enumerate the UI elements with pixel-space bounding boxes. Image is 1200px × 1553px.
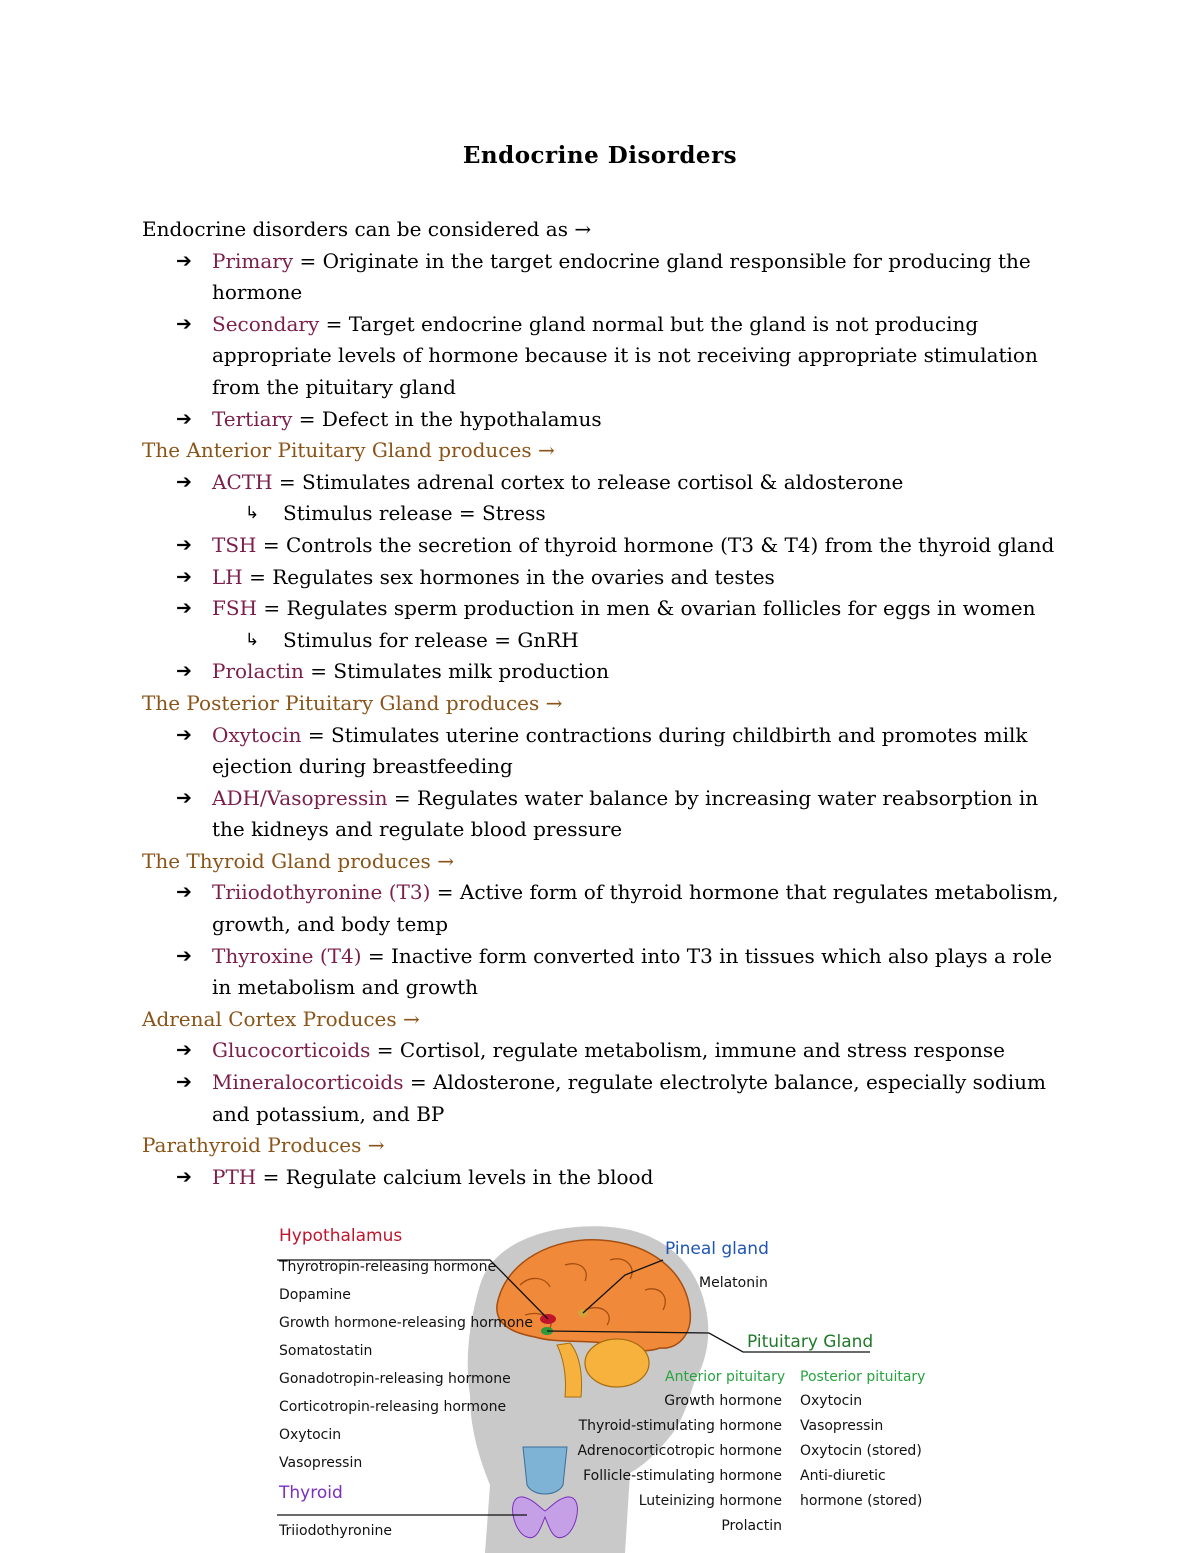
posterior-pituitary-title: Posterior pituitary [800,1369,926,1385]
bullet-arrow-icon: ➔ [176,1165,192,1188]
item-term: Tertiary [212,406,293,431]
list-item [142,404,1072,436]
sub-item [142,625,1072,657]
sub-arrow-icon: ↳ [245,629,260,650]
bullet-arrow-icon: ➔ [176,1071,192,1094]
right-arrow-icon: → [437,848,454,873]
bullet-arrow-icon: ➔ [176,312,192,335]
right-arrow-icon: → [367,1133,385,1158]
item-term: Secondary [212,311,320,336]
hypothalamus-title: Hypothalamus [279,1226,403,1246]
item-description: = Stimulates milk production [303,659,610,684]
anterior-pituitary-title: Anterior pituitary [665,1369,786,1385]
figure-label: Growth hormone-releasing hormone [279,1315,533,1331]
list-item [142,467,1072,499]
item-description: = Stimulates uterine contractions during childbirth and promotes milk ejection during breastfeeding [212,722,1028,779]
section-heading-parathyroid: Parathyroid Produces → [142,1133,385,1158]
parathyroid-hormones-list [142,1162,1072,1194]
page-title: Endocrine Disorders [462,142,738,169]
section-heading-anterior: The Anterior Pituitary Gland produces → [142,438,555,463]
intro-text: Endocrine disorders can be considered as [142,217,568,241]
figure-label: Vasopressin [800,1418,884,1434]
list-item [142,941,1072,1004]
posterior-hormones-list [142,720,1072,846]
list-item [142,783,1072,846]
list-item [142,309,1072,404]
bullet-arrow-icon: ➔ [176,881,192,904]
bullet-arrow-icon: ➔ [176,407,192,430]
figure-label: Gonadotropin-releasing hormone [279,1371,511,1387]
section-heading-thyroid: The Thyroid Gland produces → [142,848,454,873]
item-description: = Cortisol, regulate metabolism, immune and stress response [370,1038,1005,1063]
figure-label: hormone (stored) [800,1493,923,1509]
list-item [142,1162,1072,1194]
figure-label: Oxytocin [279,1427,342,1443]
item-term: Primary [212,248,294,273]
section-heading-adrenal: Adrenal Cortex Produces → [142,1006,420,1031]
disorder-types-list [142,246,1072,436]
bullet-arrow-icon: ➔ [176,786,192,809]
item-term: ADH/Vasopressin [212,785,388,810]
item-description: = Regulates sex hormones in the ovaries and testes [242,564,775,589]
bullet-arrow-icon: ➔ [176,1039,192,1062]
bullet-arrow-icon: ➔ [176,565,192,588]
item-term: Oxytocin [212,722,302,747]
intro-line [142,214,1072,246]
item-description: = Defect in the hypothalamus [292,406,602,431]
right-arrow-icon: → [537,438,555,463]
anterior-hormones-list [142,467,1072,688]
item-description: = Regulates sperm production in men & ovarian follicles for eggs in women [257,596,1036,621]
item-description: = Originate in the target endocrine gland responsible for producing the hormone [212,248,1031,305]
item-description: = Stimulates adrenal cortex to release cortisol & aldosterone [272,469,904,494]
right-arrow-icon: → [403,1006,420,1031]
item-term: PTH [212,1164,257,1189]
figure-label: Follicle-stimulating hormone [583,1468,782,1484]
figure-label: Adrenocorticotropic hormone [577,1443,782,1459]
item-term: ACTH [212,469,273,494]
bullet-arrow-icon: ➔ [176,723,192,746]
bullet-arrow-icon: ➔ [176,249,192,272]
item-term: Mineralocorticoids [212,1070,404,1095]
bullet-arrow-icon: ➔ [176,597,192,620]
item-term: Prolactin [212,659,304,684]
section-heading-posterior: The Posterior Pituitary Gland produces → [142,690,563,715]
figure-label: Dopamine [279,1287,351,1303]
document-body [142,214,1072,1193]
thyroid-item: Triiodothyronine [279,1523,392,1539]
list-item [142,593,1072,625]
figure-label: Growth hormone [664,1393,782,1409]
item-description: = Inactive form converted into T3 in tissues which also plays a role in metabolism and growth [212,943,1053,1000]
item-description: = Active form of thyroid hormone that regulates metabolism, growth, and body temp [212,880,1059,937]
figure-label: Thyroid-stimulating hormone [578,1418,782,1434]
endocrine-diagram [265,1215,945,1553]
figure-label: Corticotropin-releasing hormone [279,1399,507,1415]
list-item [142,720,1072,783]
right-arrow-icon: → [574,217,592,241]
figure-label: Vasopressin [279,1455,363,1471]
figure-label: Prolactin [721,1518,782,1534]
item-term: Glucocorticoids [212,1038,371,1063]
item-term: Thyroxine (T4) [212,943,362,968]
figure-label: Anti-diuretic [800,1468,886,1484]
figure-label: Oxytocin [800,1393,863,1409]
figure-label: Thyrotropin-releasing hormone [279,1259,497,1275]
list-item [142,1035,1072,1067]
thyroid-hormones-list [142,877,1072,1003]
item-description: = Target endocrine gland normal but the gland is not producing appropriate levels of hormone because it is not receiving appropriate stimulation from the pituitary gland [212,311,1038,399]
figure-label: Oxytocin (stored) [800,1443,922,1459]
sub-item-text: Stimulus for release = GnRH [283,627,579,652]
item-term: TSH [212,532,257,557]
sub-item-text: Stimulus release = Stress [283,501,546,526]
item-description: = Aldosterone, regulate electrolyte balance, especially sodium and potassium, and BP [212,1070,1046,1126]
larynx [523,1447,567,1494]
bullet-arrow-icon: ➔ [176,470,192,493]
list-item [142,530,1072,562]
sub-item [142,498,1072,530]
bullet-arrow-icon: ➔ [176,660,192,683]
list-item [142,562,1072,594]
adrenal-hormones-list [142,1035,1072,1130]
bullet-arrow-icon: ➔ [176,944,192,967]
pineal-item: Melatonin [699,1275,768,1291]
cerebellum [585,1339,649,1387]
bullet-arrow-icon: ➔ [176,533,192,556]
figure-label: Luteinizing hormone [638,1493,782,1509]
list-item [142,1067,1072,1130]
right-arrow-icon: → [545,690,563,715]
item-description: = Controls the secretion of thyroid hormone (T3 & T4) from the thyroid gland [256,532,1055,557]
list-item [142,877,1072,940]
item-description: = Regulates water balance by increasing water reabsorption in the kidneys and regulate blood pressure [212,785,1039,842]
item-term: LH [212,564,243,589]
pituitary-title: Pituitary Gland [747,1332,874,1352]
item-term: FSH [212,596,258,621]
sub-arrow-icon: ↳ [245,503,260,524]
item-term: Triiodothyronine (T3) [212,880,431,905]
figure-label: Somatostatin [279,1343,373,1359]
thyroid-title: Thyroid [279,1483,343,1503]
item-description: = Regulate calcium levels in the blood [256,1164,654,1189]
pineal-title: Pineal gland [665,1239,769,1259]
list-item [142,246,1072,309]
list-item [142,656,1072,688]
